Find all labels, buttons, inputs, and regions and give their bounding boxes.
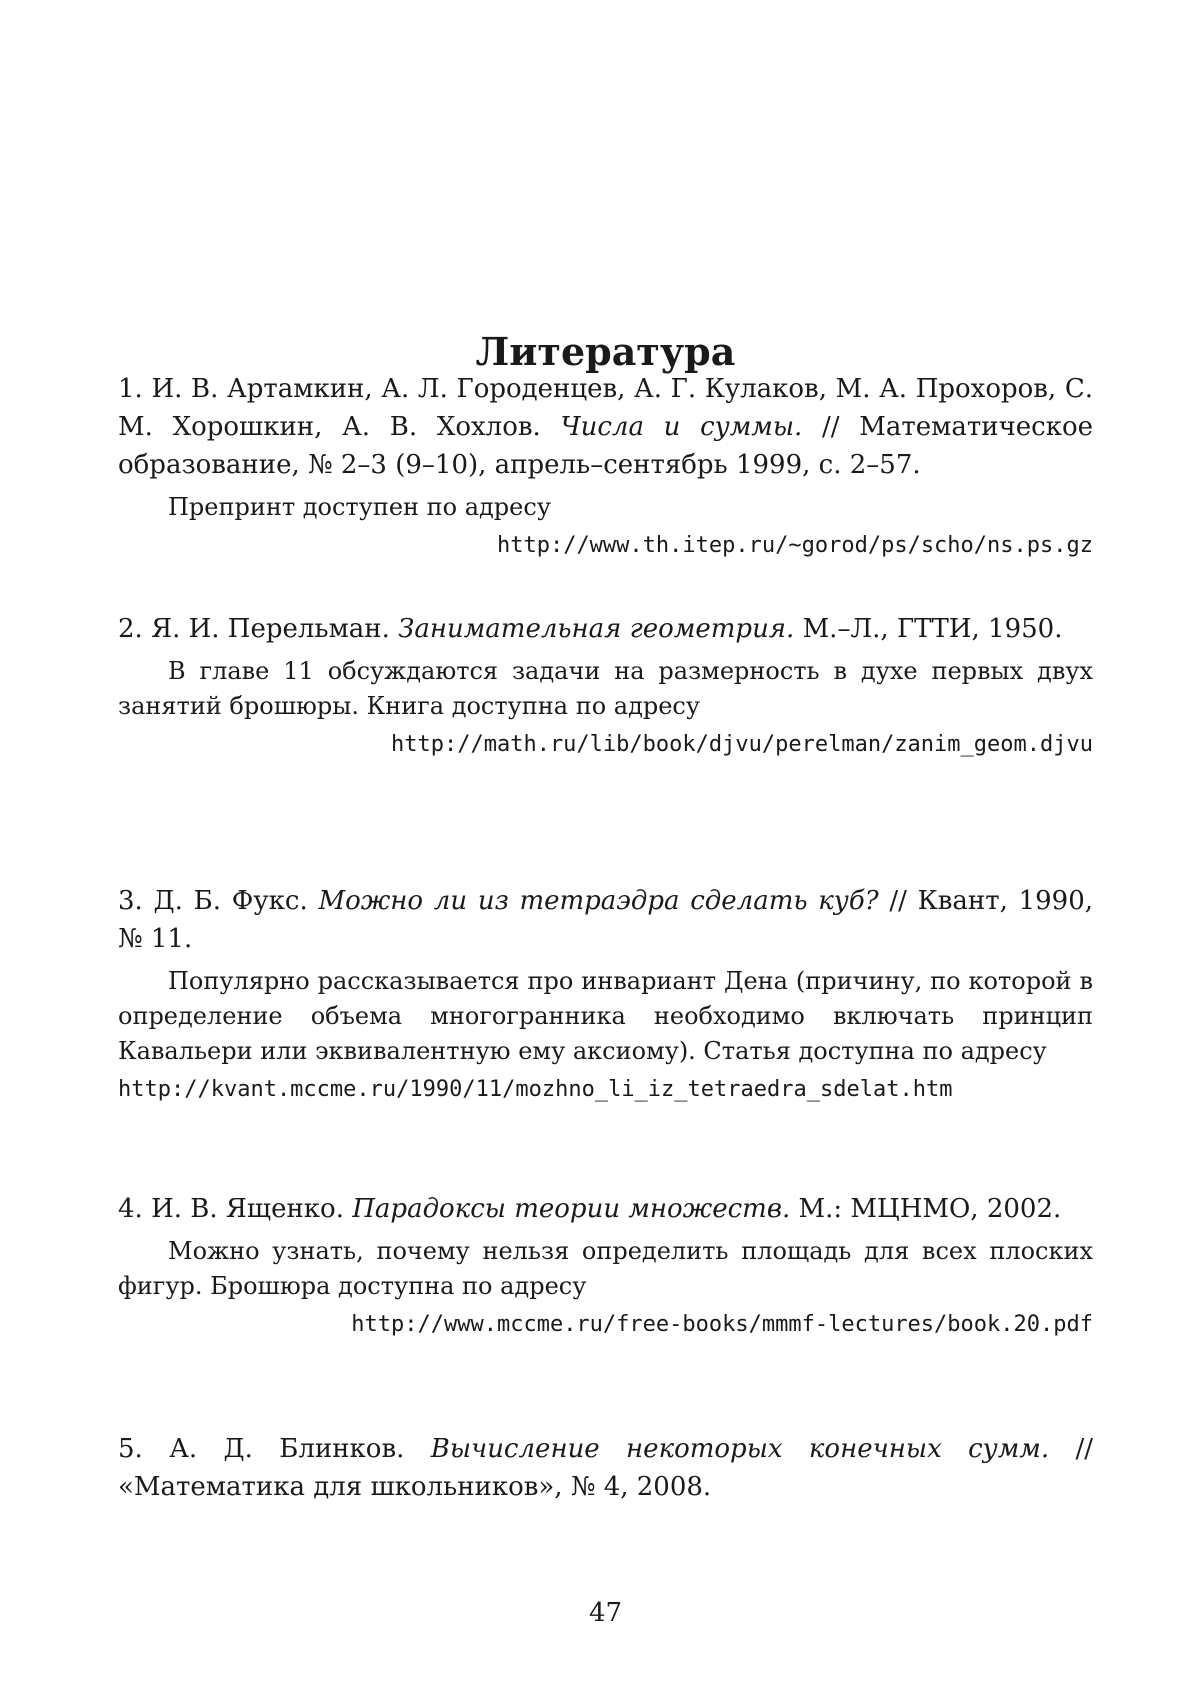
reference-source: // «Математика для школьников», № 4, 2008. — [118, 1434, 1093, 1502]
reference-number: 4. — [118, 1194, 143, 1224]
reference-url[interactable]: http://www.th.itep.ru/~gorod/ps/scho/ns.ps.gz — [118, 529, 1093, 563]
reference-authors: И. В. Ященко. — [151, 1194, 344, 1224]
reference-url[interactable]: http://kvant.mccme.ru/1990/11/mozhno_li_iz_tetraedra_sdelat.htm — [118, 1073, 1093, 1107]
reference-number: 1. — [118, 374, 143, 404]
reference-citation — [118, 882, 1093, 958]
reference-1 — [118, 370, 1093, 563]
reference-authors: Я. И. Перельман. — [151, 614, 390, 644]
reference-work-title: Можно ли из тетраэдра сделать куб? — [318, 886, 878, 916]
reference-authors: Д. Б. Фукс. — [154, 886, 308, 916]
reference-source: М.–Л., ГТТИ, 1950. — [803, 614, 1063, 644]
reference-citation — [118, 610, 1093, 648]
reference-note: Популярно рассказывается про инвариант Дена (причину, по которой в определение объема многогранника необходимо включать принцип Кавальери или эквивалентную ему аксиому). Статья доступна по адресу — [118, 964, 1093, 1069]
reference-citation — [118, 1430, 1093, 1506]
reference-source: // Математическое образование, № 2–3 (9–10), апрель–сентябрь 1999, с. 2–57. — [118, 412, 1093, 480]
reference-work-title: Парадоксы теории множеств. — [352, 1194, 790, 1224]
reference-citation — [118, 370, 1093, 484]
reference-4 — [118, 1190, 1093, 1342]
reference-note: Можно узнать, почему нельзя определить площадь для всех плоских фигур. Брошюра доступна по адресу — [118, 1234, 1093, 1304]
reference-work-title: Занимательная геометрия. — [398, 614, 794, 644]
reference-authors: А. Д. Блинков. — [169, 1434, 404, 1464]
reference-number: 3. — [118, 886, 143, 916]
reference-note: В главе 11 обсуждаются задачи на размерность в духе первых двух занятий брошюры. Книга доступна по адресу — [118, 654, 1093, 724]
reference-number: 2. — [118, 614, 143, 644]
reference-note: Препринт доступен по адресу — [118, 490, 1093, 525]
reference-number: 5. — [118, 1434, 143, 1464]
reference-citation — [118, 1190, 1093, 1228]
reference-url[interactable]: http://www.mccme.ru/free-books/mmmf-lectures/book.20.pdf — [118, 1308, 1093, 1342]
page-title: Литература — [118, 333, 1093, 371]
reference-work-title: Числа и суммы. — [560, 412, 802, 442]
reference-source: М.: МЦНМО, 2002. — [798, 1194, 1061, 1224]
document-page — [118, 0, 1093, 1687]
reference-5 — [118, 1430, 1093, 1506]
page-number: 47 — [118, 1598, 1093, 1628]
reference-source: // Квант, 1990, № 11. — [118, 886, 1093, 954]
reference-work-title: Вычисление некоторых конечных сумм. — [431, 1434, 1049, 1464]
reference-url[interactable]: http://math.ru/lib/book/djvu/perelman/zanim_geom.djvu — [118, 728, 1093, 762]
reference-3 — [118, 882, 1093, 1107]
reference-2 — [118, 610, 1093, 762]
reference-authors: И. В. Артамкин, А. Л. Городенцев, А. Г. Кулаков, М. А. Прохоров, С. М. Хорошкин, А. В. Хохлов. — [118, 374, 1093, 442]
